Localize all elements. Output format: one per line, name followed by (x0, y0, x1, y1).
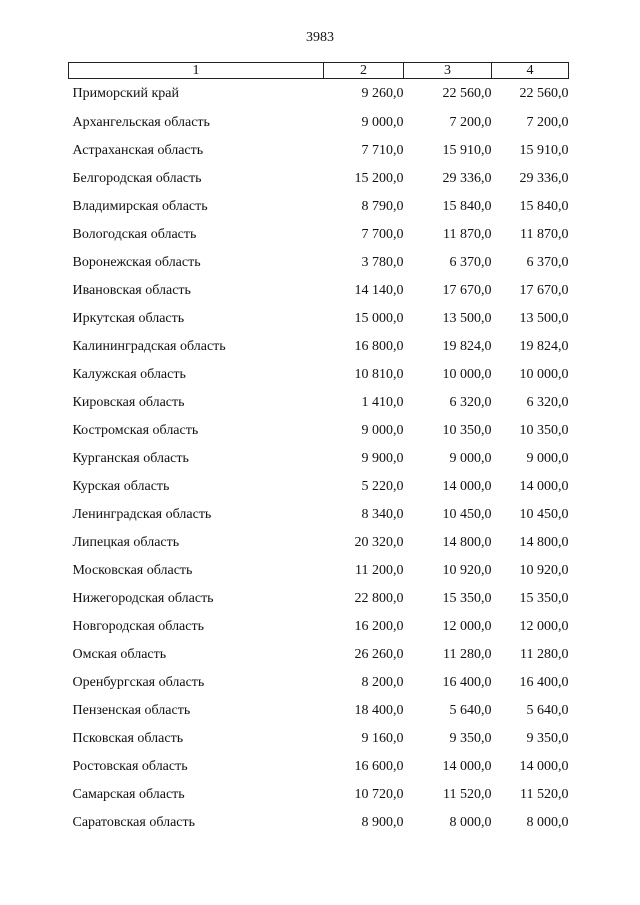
region-name: Иркутская область (72, 311, 185, 326)
value-col-4: 11 280,0 (520, 647, 569, 662)
region-name: Ивановская область (72, 283, 191, 298)
region-name: Курская область (72, 479, 170, 494)
value-col-2: 7 700,0 (361, 227, 404, 242)
value-col-4: 12 000,0 (519, 619, 569, 634)
value-col-2: 15 200,0 (354, 171, 404, 186)
table-row (69, 473, 569, 501)
table-row (69, 725, 569, 753)
region-name: Вологодская область (72, 227, 197, 242)
table-row (69, 109, 569, 137)
table-row (69, 557, 569, 585)
table-row (69, 305, 569, 333)
region-name: Калининградская область (72, 339, 226, 354)
value-col-4: 11 520,0 (520, 787, 569, 802)
value-col-2: 9 000,0 (361, 115, 404, 130)
value-col-2: 9 160,0 (361, 731, 404, 746)
value-col-3: 9 350,0 (449, 731, 492, 746)
value-col-3: 15 910,0 (442, 143, 492, 158)
table-row (69, 389, 569, 417)
value-col-3: 15 840,0 (442, 199, 492, 214)
value-col-3: 17 670,0 (442, 283, 492, 298)
value-col-2: 3 780,0 (361, 255, 404, 270)
value-col-4: 15 840,0 (519, 199, 569, 214)
region-name: Московская область (72, 563, 193, 578)
value-col-3: 11 280,0 (443, 647, 492, 662)
table-row (69, 277, 569, 305)
value-col-2: 7 710,0 (361, 143, 404, 158)
value-col-3: 11 520,0 (443, 787, 492, 802)
value-col-4: 10 350,0 (519, 423, 569, 438)
region-name: Владимирская область (72, 199, 208, 214)
region-name: Оренбургская область (72, 675, 205, 690)
region-name: Белгородская область (72, 171, 202, 186)
value-col-4: 7 200,0 (526, 115, 569, 130)
value-col-3: 11 870,0 (443, 227, 492, 242)
region-name: Ростовская область (72, 759, 188, 774)
value-col-2: 14 140,0 (354, 283, 404, 298)
table-row (69, 501, 569, 529)
table-row (69, 529, 569, 557)
value-col-4: 19 824,0 (519, 339, 569, 354)
table-row (69, 79, 569, 110)
value-col-3: 15 350,0 (442, 591, 492, 606)
value-col-4: 5 640,0 (526, 703, 569, 718)
value-col-3: 12 000,0 (442, 619, 492, 634)
value-col-2: 18 400,0 (354, 703, 404, 718)
value-col-3: 10 000,0 (442, 367, 492, 382)
value-col-4: 6 370,0 (526, 255, 569, 270)
value-col-3: 16 400,0 (442, 675, 492, 690)
table-row (69, 585, 569, 613)
region-name: Курганская область (72, 451, 189, 466)
value-col-4: 14 000,0 (519, 759, 569, 774)
region-name: Новгородская область (72, 619, 204, 634)
header-cell-3: 3 (404, 63, 492, 79)
value-col-4: 9 000,0 (526, 451, 569, 466)
region-name: Костромская область (72, 423, 199, 438)
value-col-4: 17 670,0 (519, 283, 569, 298)
value-col-2: 10 720,0 (354, 787, 404, 802)
region-name: Самарская область (72, 787, 185, 802)
table-row (69, 249, 569, 277)
region-name: Кировская область (72, 395, 185, 410)
region-name: Астраханская область (72, 143, 204, 158)
region-name: Псковская область (72, 731, 184, 746)
value-col-3: 14 800,0 (442, 535, 492, 550)
value-col-2: 20 320,0 (354, 535, 404, 550)
table-row (69, 641, 569, 669)
value-col-2: 11 200,0 (355, 563, 404, 578)
value-col-2: 16 600,0 (354, 759, 404, 774)
value-col-2: 15 000,0 (354, 311, 404, 326)
value-col-4: 10 000,0 (519, 367, 569, 382)
region-name: Приморский край (72, 86, 179, 101)
table-row (69, 781, 569, 809)
value-col-3: 7 200,0 (449, 115, 492, 130)
value-col-3: 9 000,0 (449, 451, 492, 466)
value-col-3: 22 560,0 (442, 86, 492, 101)
table-header (69, 63, 569, 79)
value-col-3: 6 370,0 (449, 255, 492, 270)
region-name: Саратовская область (72, 815, 196, 830)
value-col-2: 22 800,0 (354, 591, 404, 606)
table-row (69, 221, 569, 249)
region-name: Пензенская область (72, 703, 191, 718)
value-col-2: 16 800,0 (354, 339, 404, 354)
value-col-4: 29 336,0 (519, 171, 569, 186)
value-col-3: 8 000,0 (449, 815, 492, 830)
region-name: Нижегородская область (72, 591, 214, 606)
header-row (69, 63, 569, 79)
value-col-2: 5 220,0 (361, 479, 404, 494)
region-name: Архангельская область (72, 115, 210, 130)
table-row (69, 361, 569, 389)
value-col-3: 14 000,0 (442, 479, 492, 494)
table-row (69, 809, 569, 837)
value-col-2: 10 810,0 (354, 367, 404, 382)
value-col-4: 9 350,0 (526, 731, 569, 746)
data-table (68, 62, 569, 837)
header-cell-4: 4 (492, 63, 569, 79)
value-col-4: 10 450,0 (519, 507, 569, 522)
value-col-3: 5 640,0 (449, 703, 492, 718)
region-name: Калужская область (72, 367, 186, 382)
value-col-4: 6 320,0 (526, 395, 569, 410)
value-col-4: 11 870,0 (520, 227, 569, 242)
value-col-2: 9 260,0 (361, 86, 404, 101)
value-col-2: 9 900,0 (361, 451, 404, 466)
value-col-2: 8 790,0 (361, 199, 404, 214)
table-row (69, 193, 569, 221)
value-col-3: 10 350,0 (442, 423, 492, 438)
table-row (69, 753, 569, 781)
table-row (69, 333, 569, 361)
table-row (69, 697, 569, 725)
value-col-4: 8 000,0 (526, 815, 569, 830)
value-col-3: 14 000,0 (442, 759, 492, 774)
table-row (69, 613, 569, 641)
value-col-2: 1 410,0 (361, 395, 404, 410)
table-row (69, 137, 569, 165)
value-col-3: 10 920,0 (442, 563, 492, 578)
value-col-3: 19 824,0 (442, 339, 492, 354)
value-col-2: 16 200,0 (354, 619, 404, 634)
table-row (69, 669, 569, 697)
region-name: Липецкая область (72, 535, 180, 550)
table-body (69, 79, 569, 838)
region-name: Воронежская область (72, 255, 201, 270)
region-name: Омская область (72, 647, 167, 662)
page-number: 3983 (306, 30, 334, 45)
value-col-3: 10 450,0 (442, 507, 492, 522)
region-name: Ленинградская область (72, 507, 212, 522)
table-row (69, 165, 569, 193)
value-col-4: 22 560,0 (519, 86, 569, 101)
value-col-2: 8 200,0 (361, 675, 404, 690)
table-row (69, 445, 569, 473)
value-col-3: 29 336,0 (442, 171, 492, 186)
value-col-2: 26 260,0 (354, 647, 404, 662)
value-col-4: 14 800,0 (519, 535, 569, 550)
header-cell-2: 2 (324, 63, 404, 79)
table-row (69, 417, 569, 445)
value-col-4: 14 000,0 (519, 479, 569, 494)
value-col-4: 13 500,0 (519, 311, 569, 326)
value-col-4: 10 920,0 (519, 563, 569, 578)
header-cell-1: 1 (69, 63, 324, 79)
value-col-2: 9 000,0 (361, 423, 404, 438)
value-col-4: 16 400,0 (519, 675, 569, 690)
value-col-4: 15 910,0 (519, 143, 569, 158)
value-col-4: 15 350,0 (519, 591, 569, 606)
value-col-3: 6 320,0 (449, 395, 492, 410)
value-col-2: 8 900,0 (361, 815, 404, 830)
value-col-3: 13 500,0 (442, 311, 492, 326)
value-col-2: 8 340,0 (361, 507, 404, 522)
